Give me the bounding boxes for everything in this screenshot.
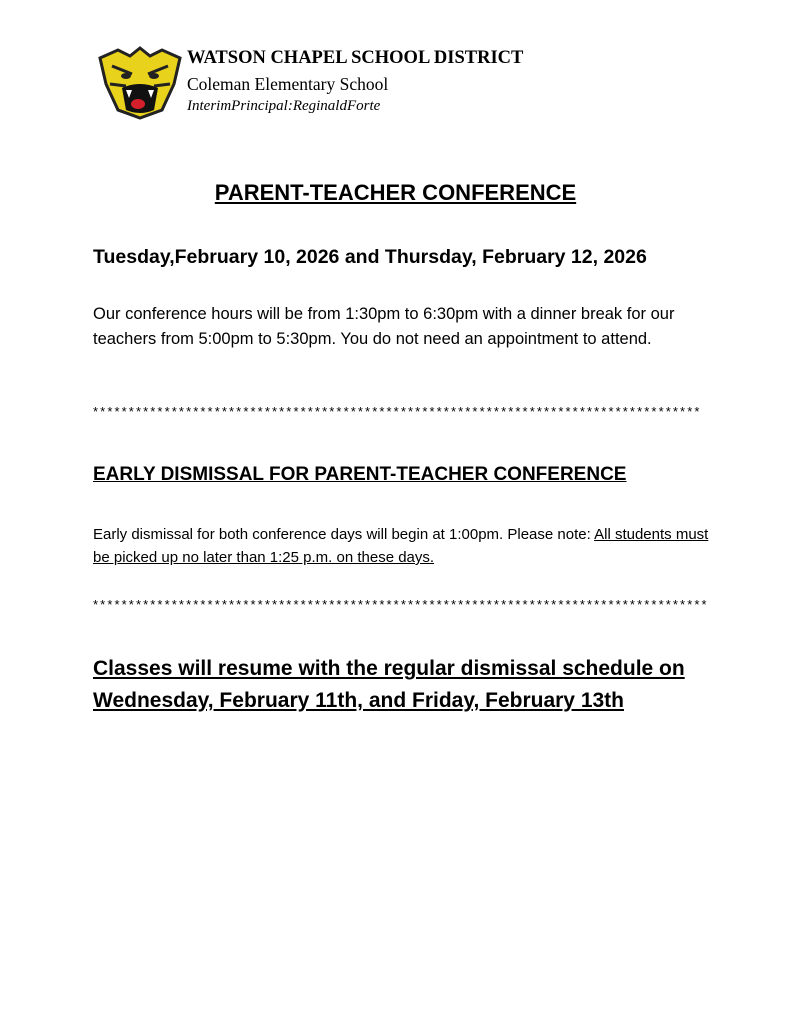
school-name: Coleman Elementary School — [187, 74, 389, 94]
conference-hours-paragraph: Our conference hours will be from 1:30pm to 6:30pm with a dinner break for our teachers from 5:00pm to 5:30pm. You do not need an appointment to attend. — [93, 305, 675, 348]
early-dismissal-paragraph — [93, 523, 713, 569]
conference-dates: Tuesday,February 10, 2026 and Thursday, February 12, 2026 — [93, 246, 647, 268]
page-title: PARENT-TEACHER CONFERENCE — [214, 180, 577, 205]
principal-name: InterimPrincipal:ReginaldForte — [187, 98, 381, 114]
tiger-mascot-logo — [96, 44, 184, 120]
early-dismissal-heading: EARLY DISMISSAL FOR PARENT-TEACHER CONFERENCE — [93, 464, 627, 485]
separator-line: ************************************************************************************** — [93, 597, 709, 612]
resume-notice: Classes will resume with the regular dismissal schedule on Wednesday, February 11th, and Friday, February 13th — [93, 657, 685, 712]
district-name: WATSON CHAPEL SCHOOL DISTRICT — [187, 48, 524, 68]
separator-line: ************************************************************************************* — [93, 404, 702, 419]
pickup-note: All students must be picked up no later than 1:25 p.m. on these days. — [93, 526, 709, 566]
early-dismissal-text: Early dismissal for both conference days will begin at 1:00pm. Please note: — [93, 526, 595, 543]
